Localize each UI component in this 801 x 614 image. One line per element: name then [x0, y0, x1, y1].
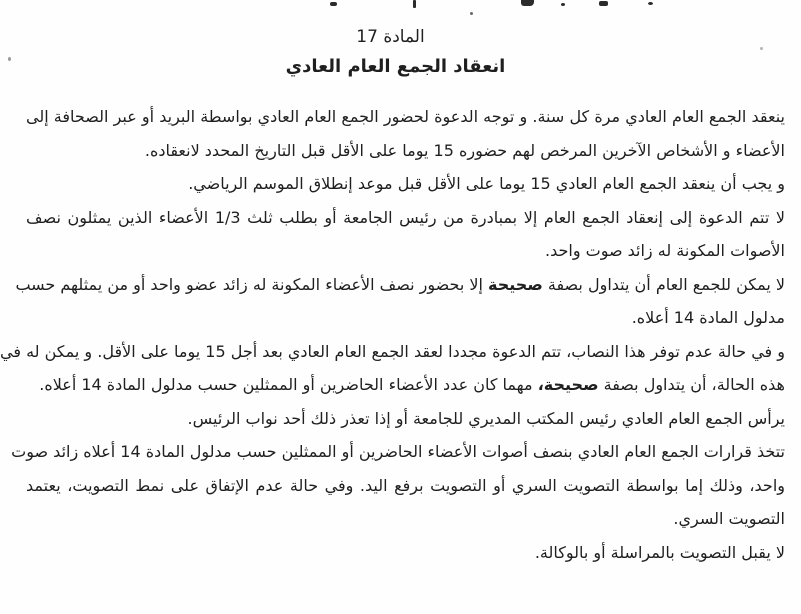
article-title-heading: انعقاد الجمع العام العادي [285, 56, 506, 77]
bold-word: صحيحة، [537, 375, 599, 394]
line-segment: هذه الحالة، أن يتداول بصفة [598, 375, 785, 394]
paragraph-line: واحد، وذلك إما بواسطة التصويت السري أو التصويت برفع اليد. وفي حالة عدم الإتفاق على نمط التصويت، يعتمد [26, 475, 785, 495]
article-number-heading: المادة 17 [356, 27, 425, 47]
paragraph-line: يرأس الجمع العام العادي رئيس المكتب المديري للجامعة أو إذا تعذر ذلك أحد نواب الرئيس. [187, 408, 785, 428]
line-segment: إلا بحضور نصف الأعضاء المكونة له زائد عضو واحد أو من يمثلهم حسب [15, 274, 489, 294]
clipped-line-fragment [648, 2, 653, 5]
paragraph-line: تتخذ قرارات الجمع العام العادي بنصف أصوات الأعضاء الحاضرين أو الممثلين حسب مدلول المادة 14 أعلاه زائد صوت [11, 442, 785, 461]
scan-speck [470, 12, 473, 15]
paragraph-line: الأصوات المكونة له زائد صوت واحد. [545, 241, 785, 260]
line-segment: مهما كان عدد الأعضاء الحاضرين أو الممثلين حسب مدلول المادة 14 أعلاه. [39, 375, 538, 394]
paragraph-line: مدلول المادة 14 أعلاه. [631, 308, 785, 327]
clipped-line-fragment [413, 0, 416, 8]
paragraph-line: لا يقبل التصويت بالمراسلة أو بالوكالة. [534, 542, 785, 562]
clipped-line-fragment [599, 1, 608, 6]
paragraph-line: لا تتم الدعوة إلى إنعقاد الجمع العام إلا بمبادرة من رئيس الجامعة أو بطلب ثلث 1/3 الأعضاء الذين يمثلون نصف [26, 207, 785, 227]
paragraph-line [26, 368, 785, 402]
bold-word: صحيحة [488, 274, 543, 294]
paragraph-line: و في حالة عدم توفر هذا النصاب، تتم الدعوة مجددا لعقد الجمع العام العادي بعد أجل 15 يوما على الأقل. و يمكن له في [0, 341, 785, 361]
scan-speck [760, 47, 763, 50]
clipped-line-fragment [521, 0, 534, 6]
article-body-text [0, 100, 785, 569]
paragraph-line: و يجب أن ينعقد الجمع العام العادي 15 يوما على الأقل قبل موعد إنطلاق الموسم الرياضي. [188, 174, 785, 193]
paragraph-line: ينعقد الجمع العام العادي مرة كل سنة. و توجه الدعوة لحضور الجمع العام العادي بواسطة البريد أو عبر الصحافة إلى [26, 107, 785, 126]
line-segment: لا يمكن للجمع العام أن يتداول بصفة [542, 274, 785, 294]
clipped-line-fragment [561, 3, 565, 6]
clipped-line-fragment [330, 2, 337, 6]
paragraph-line: التصويت السري. [673, 509, 785, 528]
paragraph-line: الأعضاء و الأشخاص الآخرين المرخص لهم حضوره 15 يوما على الأقل قبل التاريخ المحدد لانعقاده. [144, 140, 785, 160]
paragraph-line [15, 268, 785, 302]
